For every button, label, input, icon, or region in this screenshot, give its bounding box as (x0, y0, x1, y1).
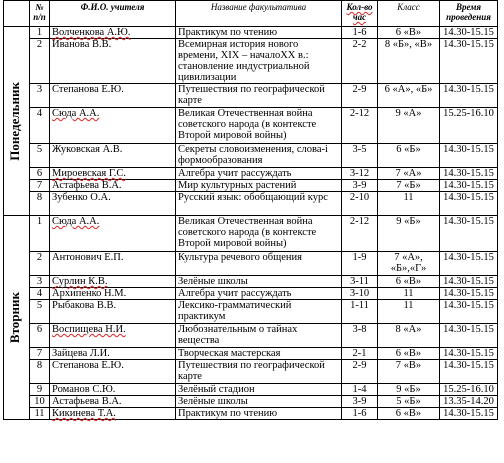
schedule-table (3, 0, 498, 420)
cell-course: Зелёный стадион (176, 384, 342, 396)
table-row (4, 408, 498, 420)
cell-hours: 3-5 (342, 144, 378, 168)
cell-teacher: Зайцева Л.И. (50, 348, 176, 360)
table-row (4, 108, 498, 144)
cell-teacher: Сурлин К.В. (50, 276, 176, 288)
table-row (4, 324, 498, 348)
cell-teacher: Воспищева Н.И. (50, 324, 176, 348)
cell-course: Любознательным о тайнах вещества (176, 324, 342, 348)
cell-course: Лексико-грамматический практикум (176, 300, 342, 324)
cell-grade: 11 (378, 300, 440, 324)
cell-num: 10 (30, 396, 50, 408)
cell-hours: 1-6 (342, 408, 378, 420)
cell-time: 14.30-15.15 (440, 276, 498, 288)
cell-num: 4 (30, 288, 50, 300)
cell-hours: 1-11 (342, 300, 378, 324)
header-num: № п/п (30, 1, 50, 27)
cell-time: 14.30-15.15 (440, 144, 498, 168)
cell-teacher: Степанова Е.Ю. (50, 360, 176, 384)
cell-time: 14.30-15.15 (440, 84, 498, 108)
cell-grade: 9 «А» (378, 108, 440, 144)
table-row (4, 39, 498, 84)
cell-grade: 7 «Б» (378, 180, 440, 192)
cell-num: 11 (30, 408, 50, 420)
cell-grade: 6 «В» (378, 27, 440, 39)
table-row (4, 180, 498, 192)
header-grade: Класс (378, 1, 440, 27)
cell-hours: 2-1 (342, 348, 378, 360)
cell-grade: 7 «В» (378, 360, 440, 384)
cell-num: 3 (30, 276, 50, 288)
cell-course: Русский язык: обобщающий курс (176, 192, 342, 216)
day-label: Вторник (6, 291, 22, 344)
cell-time: 14.30-15.15 (440, 252, 498, 276)
cell-num: 1 (30, 216, 50, 252)
cell-grade: 6 «В» (378, 348, 440, 360)
cell-course: Секреты словоизменения, слова-і формообразования (176, 144, 342, 168)
cell-hours: 3-9 (342, 180, 378, 192)
table-row (4, 360, 498, 384)
table-row (4, 144, 498, 168)
cell-num: 9 (30, 384, 50, 396)
cell-time: 13.35-14.20 (440, 396, 498, 408)
cell-time: 15.25-16.10 (440, 108, 498, 144)
cell-hours: 1-6 (342, 27, 378, 39)
cell-grade: 9 «Б» (378, 216, 440, 252)
cell-course: Зелёные школы (176, 396, 342, 408)
cell-teacher: Волченкова А.Ю. (50, 27, 176, 39)
cell-teacher: Астафьева В.А. (50, 180, 176, 192)
cell-time: 14.30-15.15 (440, 300, 498, 324)
day-label: Понедельник (6, 81, 22, 161)
cell-course: Практикум по чтению (176, 27, 342, 39)
cell-course: Мир культурных растений (176, 180, 342, 192)
cell-course: Всемирная история нового времени, XIX – началоXX в.: становление индустриальной цивилизации (176, 39, 342, 84)
table-row (4, 276, 498, 288)
cell-hours: 2-2 (342, 39, 378, 84)
header-course: Название факультатива (176, 1, 342, 27)
cell-time: 14.30-15.15 (440, 180, 498, 192)
cell-course: Путешествия по географической карте (176, 84, 342, 108)
cell-time: 15.25-16.10 (440, 384, 498, 396)
cell-num: 6 (30, 168, 50, 180)
cell-num: 3 (30, 84, 50, 108)
day-header (4, 1, 30, 27)
cell-course: Великая Отечественная война советского народа (в контексте Второй мировой войны) (176, 216, 342, 252)
cell-num: 5 (30, 300, 50, 324)
cell-hours: 2-12 (342, 108, 378, 144)
table-row (4, 168, 498, 180)
cell-course: Алгебра учит рассуждать (176, 168, 342, 180)
cell-grade: 8 «Б», «В» (378, 39, 440, 84)
cell-num: 5 (30, 144, 50, 168)
table-row (4, 396, 498, 408)
cell-grade: 9 «Б» (378, 384, 440, 396)
cell-teacher: Сюда А.А. (50, 216, 176, 252)
cell-num: 2 (30, 39, 50, 84)
table-row (4, 216, 498, 252)
cell-course: Алгебра учит рассуждать (176, 288, 342, 300)
cell-time: 14.30-15.15 (440, 216, 498, 252)
cell-hours: 3-12 (342, 168, 378, 180)
table-row (4, 384, 498, 396)
table-row (4, 348, 498, 360)
cell-time: 14.30-15.15 (440, 168, 498, 180)
cell-num: 2 (30, 252, 50, 276)
cell-grade: 7 «А» (378, 168, 440, 180)
table-row (4, 192, 498, 216)
cell-course: Зелёные школы (176, 276, 342, 288)
cell-hours: 3-10 (342, 288, 378, 300)
cell-num: 1 (30, 27, 50, 39)
cell-num: 8 (30, 360, 50, 384)
cell-hours: 1-9 (342, 252, 378, 276)
cell-grade: 11 (378, 288, 440, 300)
cell-time: 14.30-15.15 (440, 288, 498, 300)
cell-num: 4 (30, 108, 50, 144)
cell-time: 14.30-15.15 (440, 39, 498, 84)
cell-course: Великая Отечественная война советского народа (в контексте Второй мировой войны) (176, 108, 342, 144)
cell-hours: 3-8 (342, 324, 378, 348)
cell-course: Практикум по чтению (176, 408, 342, 420)
header-hours: Кол-во час (342, 1, 378, 27)
cell-teacher: Мироевская Г.С. (50, 168, 176, 180)
cell-grade: 5 «Б» (378, 396, 440, 408)
cell-time: 14.30-15.15 (440, 192, 498, 216)
cell-hours: 2-9 (342, 84, 378, 108)
cell-grade: 7 «А», «Б»,«Г» (378, 252, 440, 276)
cell-hours: 2-12 (342, 216, 378, 252)
cell-time: 14.30-15.15 (440, 348, 498, 360)
cell-grade: 8 «А» (378, 324, 440, 348)
day-cell (4, 216, 30, 420)
cell-hours: 1-4 (342, 384, 378, 396)
table-row (4, 27, 498, 39)
cell-course: Культура речевого общения (176, 252, 342, 276)
table-row (4, 84, 498, 108)
cell-hours: 2-9 (342, 360, 378, 384)
cell-num: 6 (30, 324, 50, 348)
cell-grade: 6 «А», «Б» (378, 84, 440, 108)
cell-teacher: Жуковская А.В. (50, 144, 176, 168)
cell-teacher: Рыбакова В.В. (50, 300, 176, 324)
cell-grade: 6 «Б» (378, 144, 440, 168)
header-row (4, 1, 498, 27)
cell-time: 14.30-15.15 (440, 324, 498, 348)
cell-teacher: Архипенко Н.М. (50, 288, 176, 300)
cell-teacher: Романов С.Ю. (50, 384, 176, 396)
table-row (4, 300, 498, 324)
cell-hours: 3-11 (342, 276, 378, 288)
cell-teacher: Степанова Е.Ю. (50, 84, 176, 108)
cell-teacher: Зубенко О.А. (50, 192, 176, 216)
cell-num: 8 (30, 192, 50, 216)
cell-time: 14.30-15.15 (440, 360, 498, 384)
cell-time: 14.30-15.15 (440, 27, 498, 39)
table-row (4, 252, 498, 276)
cell-grade: 6 «В» (378, 408, 440, 420)
cell-hours: 2-10 (342, 192, 378, 216)
day-cell (4, 27, 30, 216)
cell-course: Путешествия по географической карте (176, 360, 342, 384)
cell-teacher: Антонович Е.П. (50, 252, 176, 276)
header-teacher: Ф.И.О. учителя (50, 1, 176, 27)
cell-teacher: Иванова В.В. (50, 39, 176, 84)
cell-time: 14.30-15.15 (440, 408, 498, 420)
cell-grade: 11 (378, 192, 440, 216)
table-row (4, 288, 498, 300)
header-time: Время проведения (440, 1, 498, 27)
cell-hours: 3-9 (342, 396, 378, 408)
cell-teacher: Сюда А.А. (50, 108, 176, 144)
cell-teacher: Астафьева В.А. (50, 396, 176, 408)
cell-course: Творческая мастерская (176, 348, 342, 360)
cell-num: 7 (30, 348, 50, 360)
cell-teacher: Кикинева Т.А. (50, 408, 176, 420)
cell-num: 7 (30, 180, 50, 192)
cell-grade: 6 «В» (378, 276, 440, 288)
